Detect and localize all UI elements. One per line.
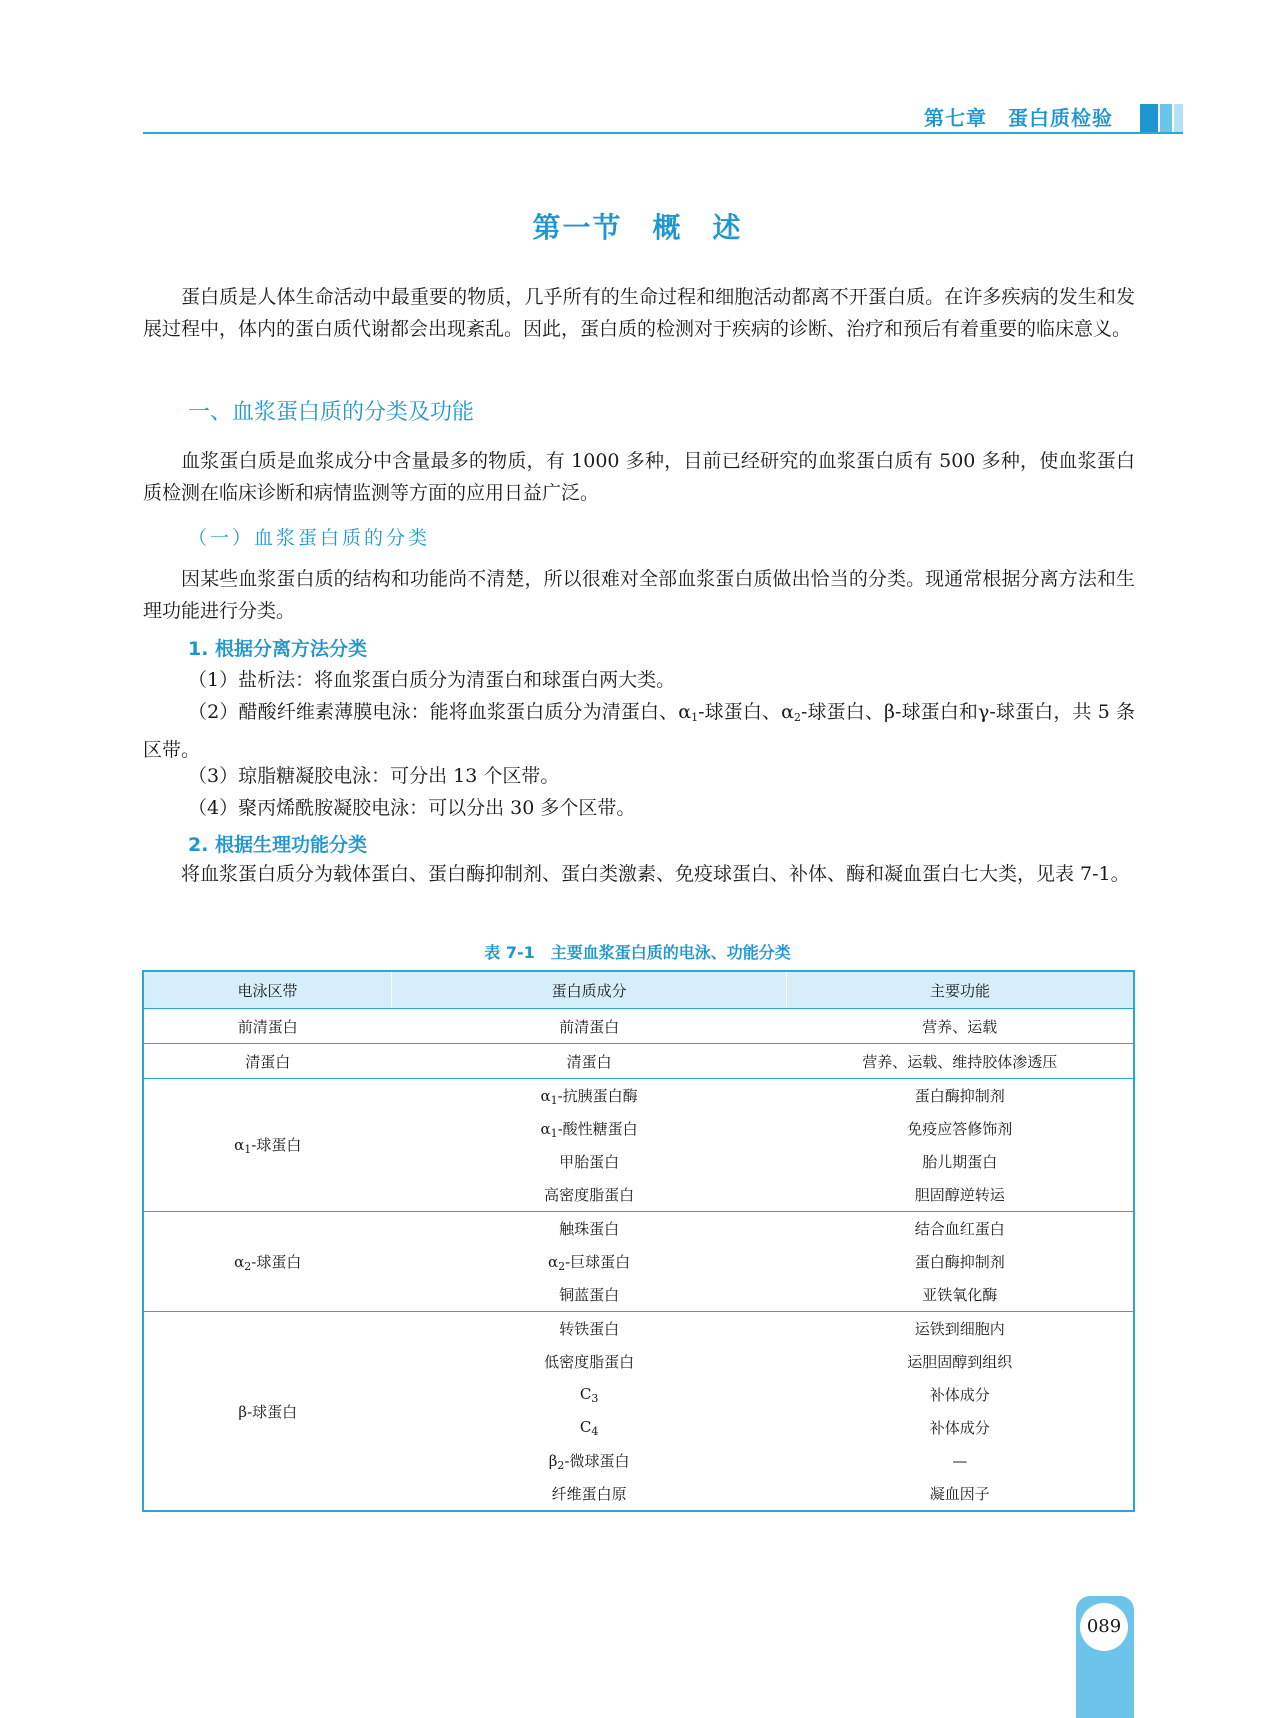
table-header-row [143,971,1134,1009]
table-row [143,1009,1134,1044]
function-cell: 凝血因子 [929,1485,990,1503]
protein-cell: $\alpha_2-$巨球蛋白 [547,1252,631,1273]
list-item-polyacrylamide-electrophoresis: （4）聚丙烯酰胺凝胶电泳：可以分出 30 多个区带。 [188,797,636,819]
header-rule [143,132,1183,134]
protein-classification-table [142,970,1135,1512]
function-cell: 免疫应答修饰剂 [907,1120,1013,1138]
function-cell: 运铁到细胞内 [787,1312,1134,1346]
protein-cell: 低密度脂蛋白 [544,1353,635,1371]
heading-level2: （一）血浆蛋白质的分类 [188,527,431,549]
paragraph-plasma-proteins: 血浆蛋白质是血浆成分中含量最多的物质，有 1000 多种，目前已经研究的血浆蛋白质有 500 多种，使血浆蛋白质检测在临床诊断和病情监测等方面的应用日益广泛。 [143,450,1135,504]
list-item-salting-out: （1）盐析法：将血浆蛋白质分为清蛋白和球蛋白两大类。 [188,669,676,691]
function-cell: 蛋白酶抑制剂 [787,1079,1134,1113]
table-row [143,1079,1134,1113]
band-cell: $\alpha_1-$球蛋白 [143,1079,392,1212]
function-cell: 亚铁氧化酶 [922,1286,998,1304]
protein-cell: 触珠蛋白 [392,1212,787,1246]
list-item-agarose-electrophoresis: （3）琼脂糖凝胶电泳：可分出 13 个区带。 [188,765,560,787]
heading-separation-method: 1. 根据分离方法分类 [188,638,368,660]
paragraph-function-classes: 将血浆蛋白质分为载体蛋白、蛋白酶抑制剂、蛋白类激素、免疫球蛋白、补体、酶和凝血蛋白七大类，见表 7-1。 [181,863,1130,885]
column-header-band: 电泳区带 [143,971,392,1009]
page-number: 089 [1080,1603,1128,1651]
protein-cell: $\alpha_1-$酸性糖蛋白 [540,1119,638,1140]
protein-cell: 清蛋白 [392,1044,787,1079]
function-cell: 结合血红蛋白 [787,1212,1134,1246]
protein-cell: 纤维蛋白原 [551,1485,627,1503]
table-caption: 表 7-1 主要血浆蛋白质的电泳、功能分类 [484,943,791,962]
chapter-title: 第七章 蛋白质检验 [924,106,1113,130]
function-cell: 营养、运载 [787,1009,1134,1044]
section-title: 第一节 概 述 [532,211,743,244]
column-header-protein: 蛋白质成分 [392,971,787,1009]
column-header-function: 主要功能 [787,971,1134,1009]
protein-cell: 高密度脂蛋白 [544,1186,635,1204]
function-cell: 营养、运载、维持胶体渗透压 [787,1044,1134,1079]
function-cell: 补体成分 [929,1386,990,1404]
function-cell: 补体成分 [929,1419,990,1437]
function-cell: 蛋白酶抑制剂 [914,1253,1005,1271]
table-row [143,1044,1134,1079]
header-accent-block [1140,104,1158,132]
intro-paragraph: 蛋白质是人体生命活动中最重要的物质，几乎所有的生命过程和细胞活动都离不开蛋白质。在许多疾病的发生和发展过程中，体内的蛋白质代谢都会出现紊乱。因此，蛋白质的检测对于疾病的诊断、治疗和预后有着重要的临床意义。 [143,286,1135,340]
protein-cell: 前清蛋白 [392,1009,787,1044]
table-row [143,1312,1134,1346]
protein-cell: $C_4$ [579,1417,599,1438]
protein-cell: 铜蓝蛋白 [559,1286,620,1304]
table-row [143,1212,1134,1246]
heading-level1: 一、血浆蛋白质的分类及功能 [188,400,475,425]
function-cell: 胆固醇逆转运 [914,1186,1005,1204]
protein-cell: 转铁蛋白 [392,1312,787,1346]
band-cell: 清蛋白 [143,1044,392,1079]
band-cell: β-球蛋白 [143,1312,392,1512]
paragraph-classification: 因某些血浆蛋白质的结构和功能尚不清楚，所以很难对全部血浆蛋白质做出恰当的分类。现通常根据分离方法和生理功能进行分类。 [143,568,1135,622]
protein-cell: $\beta_2-$微球蛋白 [548,1451,630,1472]
protein-cell: 甲胎蛋白 [559,1153,620,1171]
band-cell: 前清蛋白 [143,1009,392,1044]
heading-physiological-function: 2. 根据生理功能分类 [188,834,368,856]
protein-cell: $\alpha_1-$抗胰蛋白酶 [392,1079,787,1113]
band-cell: $\alpha_2-$球蛋白 [143,1212,392,1312]
header-accent-block [1160,104,1172,132]
function-cell: 胎儿期蛋白 [922,1153,998,1171]
protein-cell: $C_3$ [579,1384,599,1405]
list-item-cellulose-electrophoresis: （2）醋酸纤维素薄膜电泳：能将血浆蛋白质分为清蛋白、$\alpha_1-$球蛋白、$\alpha_2-$球蛋白、β-球蛋白和γ-球蛋白，共 5 条区带。 [143,701,1135,761]
header-accent-block [1174,104,1183,132]
function-cell: — [952,1451,968,1470]
function-cell: 运胆固醇到组织 [907,1353,1013,1371]
